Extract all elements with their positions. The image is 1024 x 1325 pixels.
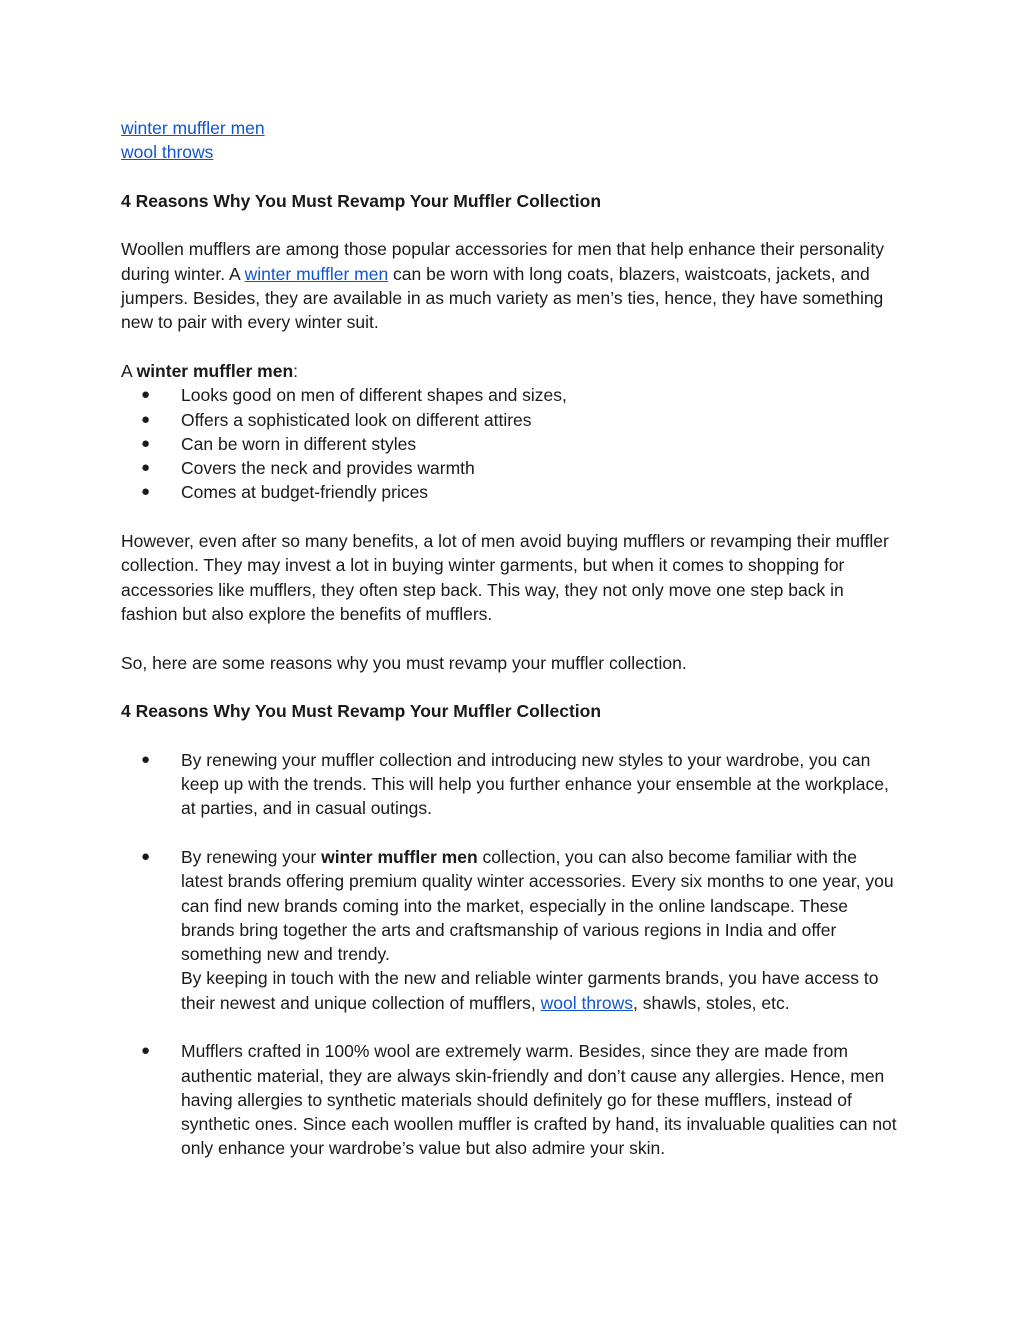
reason-2-link-wool-throws[interactable]: wool throws <box>540 992 634 1013</box>
intro-text-1: Woollen mufflers are among those popular accessories for men that help enhance their personality during winter. A <box>121 239 884 284</box>
intro-text-2: can be worn with long coats, blazers, waistcoats, jackets, and jumpers. Besides, they are available in as much variety as men’s ties, hence, they have something new to pair with every winter suit. <box>121 263 884 333</box>
reason-3-text: Mufflers crafted in 100% wool are extremely warm. Besides, since they are made from authentic material, they are always skin-friendly and don’t cause any allergies. Hence, men having allergies to synthetic materials should definitely go for these mufflers, instead of synthetic ones. Since each woollen muffler is crafted by hand, its invaluable qualities can not only enhance your wardrobe’s value but also admire your skin. <box>181 1041 897 1159</box>
benefits-lead-suffix: : <box>293 360 299 381</box>
list-item-text: Offers a sophisticated look on different attires <box>181 409 532 430</box>
bullet-icon: ● <box>141 483 151 501</box>
document-page <box>121 116 901 1161</box>
list-item <box>121 1039 901 1160</box>
list-item <box>121 480 901 504</box>
bullet-icon: ● <box>141 386 151 404</box>
benefits-lead <box>121 359 901 383</box>
bullet-icon: ● <box>141 459 151 477</box>
list-item <box>121 456 901 480</box>
list-item-text: Comes at budget-friendly prices <box>181 482 429 503</box>
reason-2-bold: winter muffler men <box>321 846 478 867</box>
link-wool-throws[interactable]: wool throws <box>121 142 214 163</box>
reason-2-line2-prefix: By keeping in touch with the new and reliable winter garments brands, you have access to their newest and unique collection of mufflers, <box>181 968 879 1013</box>
bullet-icon: ● <box>141 410 151 428</box>
list-item <box>121 383 901 407</box>
list-item <box>121 432 901 456</box>
reason-2-line2-suffix: , shawls, stoles, etc. <box>633 992 790 1013</box>
bullet-icon: ● <box>141 1042 151 1060</box>
link-winter-muffler-men[interactable]: winter muffler men <box>121 118 265 138</box>
list-item <box>121 748 901 821</box>
list-item-text: Covers the neck and provides warmth <box>181 458 475 479</box>
reasons-list <box>121 748 901 1161</box>
reason-1-text: By renewing your muffler collection and introducing new styles to your wardrobe, you can keep up with the trends. This will help you further enhance your ensemble at the workplace, at parties, and in casual outings. <box>181 749 889 819</box>
reason-2-rest: collection, you can also become familiar with the latest brands offering premium quality winter accessories. Every six months to one year, you can find new brands coming into the market, especially in the online landscape. These brands bring together the arts and craftsmanship of various regions in India and offer something new and trendy. <box>181 846 894 965</box>
so-here-paragraph: So, here are some reasons why you must revamp your muffler collection. <box>121 652 687 673</box>
benefits-list <box>121 383 901 504</box>
bullet-icon: ● <box>141 847 151 865</box>
bullet-icon: ● <box>141 750 151 768</box>
top-links <box>121 116 901 165</box>
list-item-text: Looks good on men of different shapes and sizes, <box>181 385 567 406</box>
reason-2-prefix: By renewing your <box>181 846 322 867</box>
intro-link-winter-muffler-men[interactable]: winter muffler men <box>244 263 389 284</box>
list-item <box>121 408 901 432</box>
benefits-lead-bold: winter muffler men <box>136 360 294 381</box>
however-paragraph: However, even after so many benefits, a lot of men avoid buying mufflers or revamping their muffler collection. They may invest a lot in buying winter garments, but when it comes to shopping for accessories like mufflers, they often step back. This way, they not only move one step back in fashion but also explore the benefits of mufflers. <box>121 531 889 624</box>
section-heading-2: 4 Reasons Why You Must Revamp Your Muffler Collection <box>121 701 602 722</box>
bullet-icon: ● <box>141 434 151 452</box>
list-item <box>121 845 901 1015</box>
intro-paragraph <box>121 237 901 334</box>
list-item-text: Can be worn in different styles <box>181 433 417 454</box>
section-heading-1: 4 Reasons Why You Must Revamp Your Muffler Collection <box>121 190 602 211</box>
benefits-lead-prefix: A <box>121 360 137 381</box>
